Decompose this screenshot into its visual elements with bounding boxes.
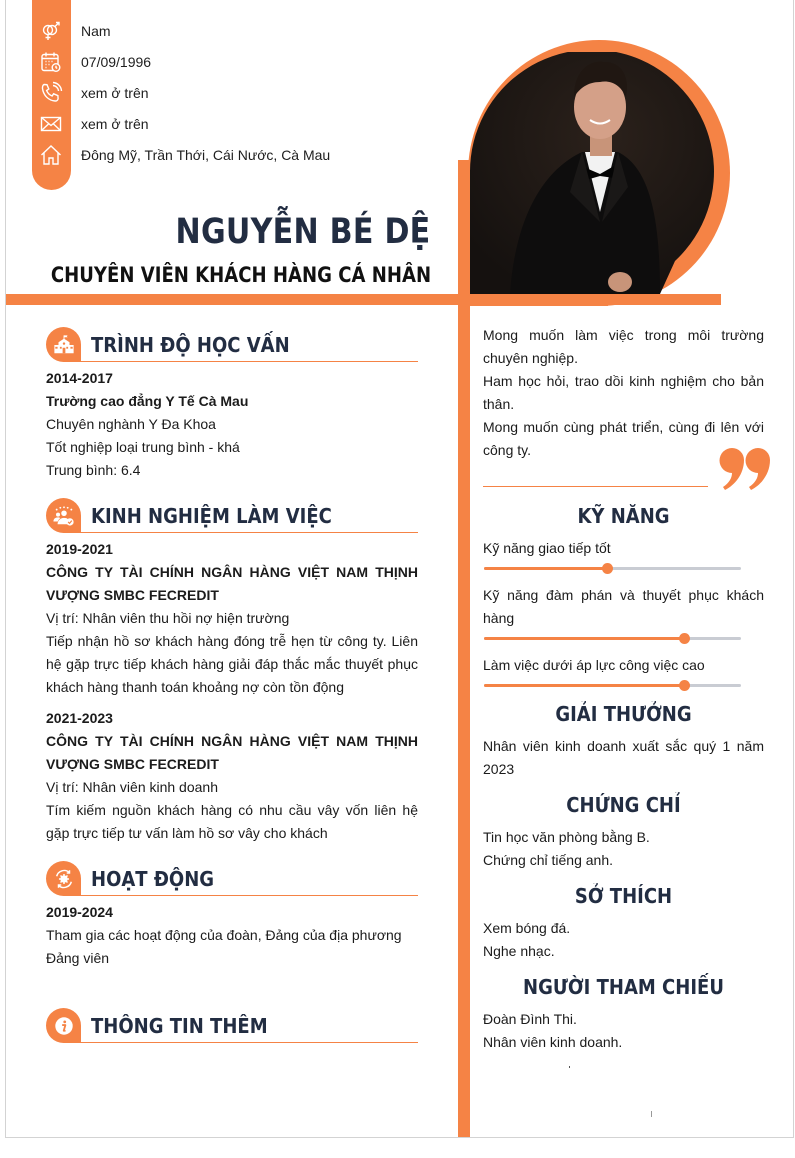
stray-mark	[569, 1066, 570, 1068]
objective-line: Mong muốn làm việc trong môi trường chuyên nghiệp.	[483, 327, 764, 366]
section-underline	[81, 895, 418, 896]
education-line: Chuyên nghành Y Đa Khoa	[46, 416, 216, 432]
section-title: TRÌNH ĐỘ HỌC VẤN	[91, 333, 290, 357]
skill-knob	[602, 563, 613, 574]
section-title: KINH NGHIỆM LÀM VIỆC	[91, 504, 332, 528]
hobby-line: Xem bóng đá.	[483, 920, 571, 936]
skills-section	[483, 503, 764, 701]
skill-label: Làm việc dưới áp lực công việc cao	[483, 657, 705, 673]
skill-label: Kỹ năng đàm phán và thuyết phục khách hàng	[483, 587, 764, 626]
section-title: GIẢI THƯỞNG	[555, 702, 692, 726]
experience-period: 2021-2023	[46, 710, 113, 726]
info-icon	[46, 1008, 81, 1043]
gear-cycle-icon	[46, 861, 81, 896]
objective-line: Ham học hỏi, trao dồi kinh nghiệm cho bản thân.	[483, 373, 764, 412]
section-title: SỞ THÍCH	[574, 884, 673, 908]
objective-section	[483, 324, 764, 462]
phone-icon	[39, 81, 63, 105]
stray-mark	[651, 1111, 652, 1117]
section-underline	[81, 1042, 418, 1043]
section-title: THÔNG TIN THÊM	[91, 1014, 268, 1038]
education-line: Trung bình: 6.4	[46, 462, 141, 478]
candidate-name: NGUYỄN BÉ DỆ	[175, 212, 431, 252]
experience-section	[46, 498, 418, 853]
skill-knob	[679, 633, 690, 644]
section-underline	[81, 361, 418, 362]
education-period: 2014-2017	[46, 370, 113, 386]
activities-section	[46, 861, 418, 970]
hobbies-section	[483, 883, 764, 963]
certificate-line: Chứng chỉ tiếng anh.	[483, 852, 614, 868]
mail-icon	[39, 112, 63, 136]
award-line: Nhân viên kinh doanh xuất sắc quý 1 năm 2023	[483, 738, 764, 777]
experience-description: Tím kiếm nguồn khách hàng có nhu cầu vây vốn liên hệ gặp trực tiếp tư vấn làm hồ sơ vây cho khách	[46, 802, 418, 841]
section-title: HOẠT ĐỘNG	[91, 867, 215, 891]
experience-company: CÔNG TY TÀI CHÍNH NGÂN HÀNG VIỆT NAM THỊNH VƯỢNG SMBC FECREDIT	[46, 733, 418, 772]
education-section	[46, 327, 418, 482]
objective-line: Mong muốn cùng phát triển, cùng đi lên với công ty.	[483, 419, 764, 458]
references-section	[483, 974, 764, 1054]
section-title: CHỨNG CHỈ	[566, 793, 681, 817]
skill-bar	[484, 679, 741, 693]
experience-company: CÔNG TY TÀI CHÍNH NGÂN HÀNG VIỆT NAM THỊNH VƯỢNG SMBC FECREDIT	[46, 564, 418, 603]
experience-item	[46, 538, 418, 699]
school-icon	[46, 327, 81, 362]
quote-icon	[719, 448, 771, 490]
education-line: Tốt nghiệp loại trung bình - khá	[46, 439, 240, 455]
skill-label: Kỹ năng giao tiếp tốt	[483, 540, 611, 556]
vertical-divider	[458, 160, 470, 1138]
skill-bar	[484, 632, 741, 646]
horizontal-divider	[6, 294, 721, 305]
certificates-section	[483, 792, 764, 872]
gender-icon	[39, 19, 63, 43]
profile-photo	[470, 52, 714, 294]
objective-underline	[483, 486, 708, 487]
education-school: Trường cao đẳng Y Tế Cà Mau	[46, 393, 249, 409]
team-rating-icon	[46, 498, 81, 533]
certificate-line: Tin học văn phòng bằng B.	[483, 829, 650, 845]
section-title: NGƯỜI THAM CHIẾU	[523, 975, 724, 999]
skill-knob	[679, 680, 690, 691]
experience-position: Vị trí: Nhân viên thu hồi nợ hiện trường	[46, 610, 290, 626]
additional-info-section	[46, 1008, 418, 1044]
activities-line: Đảng viên	[46, 950, 110, 966]
calendar-icon	[39, 50, 63, 74]
cv-page: Nam 07/09/1996 xem ở trên xem ở trên Đông Mỹ, Trần Thới, Cái Nước, Cà Mau NGUYỄN BÉ DỆ CHUYÊN VIÊN KHÁCH HÀNG CÁ NHÂN TRÌNH ĐỘ HỌC VẤN 2014-2017 Trường cao đẳng Y Tế Cà Mau Chuyên nghành Y Đa Khoa Tốt nghiệp loại trung bình - khá Trung bình: 6.4 KINH NGHIỆM LÀM VIỆC 2019-2021 CÔNG TY TÀI CHÍNH NGÂN HÀNG VIỆT NAM THỊNH VƯỢNG SMBC FECREDIT Vị trí: Nhân viên thu hồi nợ hiện trường Tiếp nhận hồ sơ khách hàng đóng trễ hẹn từ công ty. Liên hệ gặp trực tiếp khách hàng giải đáp thắc mắc thuyết phục khách hàng thanh toán khoảng nợ còn tồn động 2021-2023 CÔNG TY TÀI CHÍNH NGÂN HÀNG VIỆT NAM THỊNH VƯỢNG SMBC FECREDIT Vị trí: Nhân viên kinh doanh Tím kiếm nguồn khách hàng có nhu cầu vây vốn liên hệ gặp trực tiếp tư vấn làm hồ sơ vây cho khách HOẠT ĐỘNG 2019-2024 Tham gia các hoạt động của đoàn, Đảng của địa phương Đảng viên THÔNG TIN THÊM Mong muốn làm việc trong môi trường chuyên nghiệp. Ham học hỏi, trao dồi kinh nghiệm cho bản thân. Mong muốn cùng phát triển, cùng đi lên với công ty. KỸ NĂNG Kỹ năng giao tiếp tốt Kỹ năng đàm phán và thuyết phục khách hàng Làm việc dưới áp lực công việc cao GIẢI THƯỞNG Nhân viên kinh doanh xuất sắc quý 1 năm 2023 CHỨNG CHỈ Tin học văn phòng bằng B. Chứng chỉ tiếng anh. SỞ THÍCH Xem bóng đá. Nghe nhạc. NGƯỜI THAM CHIẾU Đoàn Đình Thi. Nhân viên kinh doanh.	[5, 0, 794, 1138]
home-icon	[39, 143, 63, 167]
experience-position: Vị trí: Nhân viên kinh doanh	[46, 779, 218, 795]
experience-period: 2019-2021	[46, 541, 113, 557]
section-title: KỸ NĂNG	[577, 504, 670, 528]
experience-item	[46, 707, 418, 845]
skill-bar	[484, 562, 741, 576]
section-underline	[81, 532, 418, 533]
reference-line: Nhân viên kinh doanh.	[483, 1034, 623, 1050]
reference-line: Đoàn Đình Thi.	[483, 1011, 577, 1027]
activities-line: Tham gia các hoạt động của đoàn, Đảng của địa phương	[46, 927, 402, 943]
job-title: CHUYÊN VIÊN KHÁCH HÀNG CÁ NHÂN	[50, 263, 431, 287]
experience-description: Tiếp nhận hồ sơ khách hàng đóng trễ hẹn từ công ty. Liên hệ gặp trực tiếp khách hàng giải đáp thắc mắc thuyết phục khách hàng thanh toán khoảng nợ còn tồn động	[46, 633, 418, 695]
awards-section	[483, 701, 764, 781]
activities-period: 2019-2024	[46, 904, 113, 920]
hobby-line: Nghe nhạc.	[483, 943, 555, 959]
